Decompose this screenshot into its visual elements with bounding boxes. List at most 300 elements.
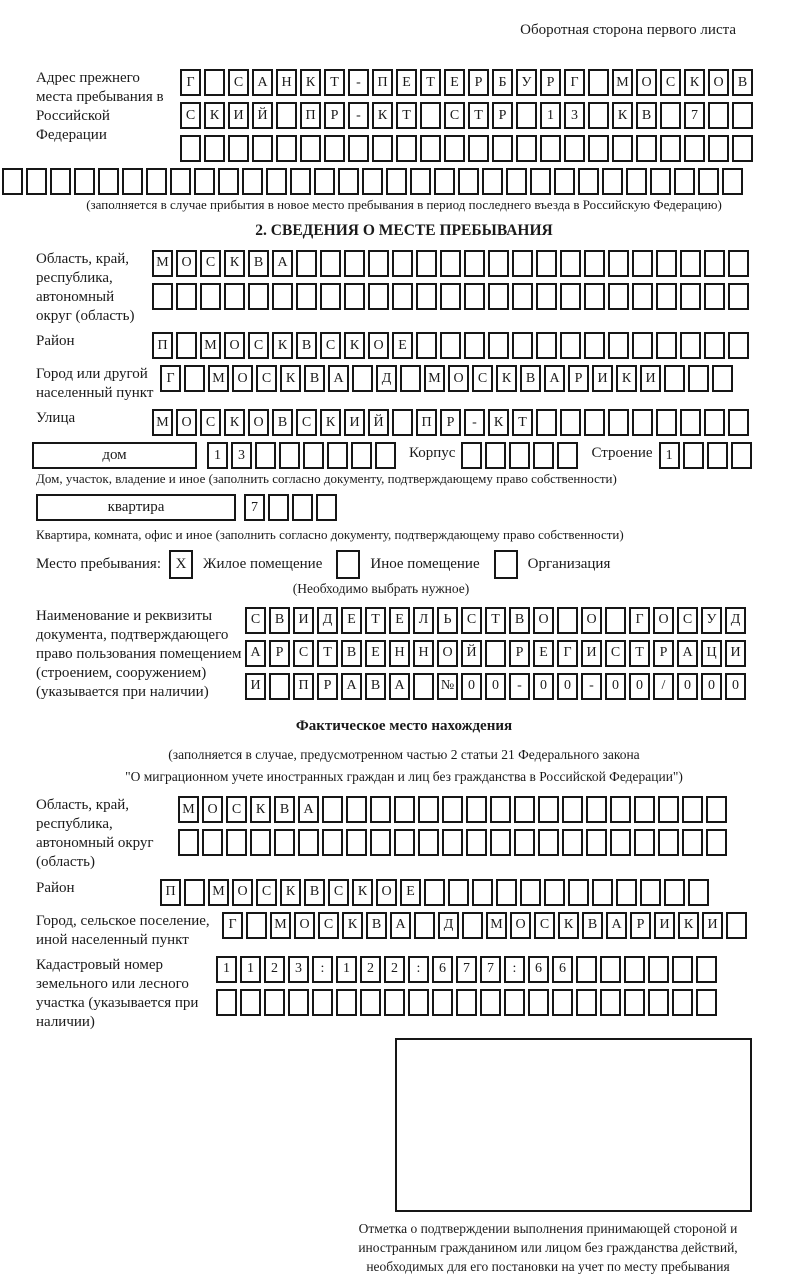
char-cell[interactable]: В: [274, 796, 295, 823]
char-cell[interactable]: В: [365, 673, 386, 700]
char-cell[interactable]: [588, 102, 609, 129]
char-cell[interactable]: 2: [384, 956, 405, 983]
char-cell[interactable]: И: [344, 409, 365, 436]
char-cell[interactable]: [464, 250, 485, 277]
char-cell[interactable]: [656, 283, 677, 310]
char-cell[interactable]: [420, 135, 441, 162]
char-cell[interactable]: [296, 250, 317, 277]
char-cell[interactable]: А: [677, 640, 698, 667]
char-cell[interactable]: [490, 829, 511, 856]
char-cell[interactable]: [640, 879, 661, 906]
char-cell[interactable]: А: [328, 365, 349, 392]
char-cell[interactable]: В: [304, 365, 325, 392]
char-cell[interactable]: [146, 168, 167, 195]
char-cell[interactable]: [608, 250, 629, 277]
char-cell[interactable]: М: [152, 250, 173, 277]
char-cell[interactable]: Р: [324, 102, 345, 129]
char-cell[interactable]: [514, 796, 535, 823]
char-cell[interactable]: В: [248, 250, 269, 277]
char-cell[interactable]: 6: [528, 956, 549, 983]
char-cell[interactable]: [204, 135, 225, 162]
char-cell[interactable]: -: [348, 69, 369, 96]
char-cell[interactable]: [416, 332, 437, 359]
char-cell[interactable]: [492, 135, 513, 162]
char-cell[interactable]: О: [232, 879, 253, 906]
char-cell[interactable]: [346, 796, 367, 823]
char-cell[interactable]: С: [248, 332, 269, 359]
char-cell[interactable]: [600, 989, 621, 1016]
char-cell[interactable]: С: [461, 607, 482, 634]
char-cell[interactable]: [276, 102, 297, 129]
char-cell[interactable]: [557, 607, 578, 634]
char-cell[interactable]: [176, 332, 197, 359]
char-cell[interactable]: [496, 879, 517, 906]
char-cell[interactable]: Е: [396, 69, 417, 96]
char-cell[interactable]: [480, 989, 501, 1016]
char-cell[interactable]: С: [296, 409, 317, 436]
char-cell[interactable]: В: [296, 332, 317, 359]
char-cell[interactable]: [344, 283, 365, 310]
char-cell[interactable]: [202, 829, 223, 856]
char-cell[interactable]: [50, 168, 71, 195]
char-cell[interactable]: [509, 442, 530, 469]
char-cell[interactable]: К: [344, 332, 365, 359]
char-cell[interactable]: [424, 879, 445, 906]
char-cell[interactable]: [432, 989, 453, 1016]
char-cell[interactable]: Г: [222, 912, 243, 939]
char-cell[interactable]: В: [341, 640, 362, 667]
char-cell[interactable]: С: [660, 69, 681, 96]
char-cell[interactable]: [322, 796, 343, 823]
char-cell[interactable]: [576, 956, 597, 983]
char-cell[interactable]: [413, 673, 434, 700]
char-cell[interactable]: [682, 796, 703, 823]
char-cell[interactable]: [650, 168, 671, 195]
char-cell[interactable]: Е: [444, 69, 465, 96]
char-cell[interactable]: [586, 829, 607, 856]
char-cell[interactable]: [632, 283, 653, 310]
char-cell[interactable]: П: [416, 409, 437, 436]
char-cell[interactable]: О: [653, 607, 674, 634]
char-cell[interactable]: К: [204, 102, 225, 129]
char-cell[interactable]: [612, 135, 633, 162]
char-cell[interactable]: [440, 250, 461, 277]
char-cell[interactable]: У: [516, 69, 537, 96]
char-cell[interactable]: [370, 829, 391, 856]
char-cell[interactable]: В: [304, 879, 325, 906]
char-cell[interactable]: [584, 409, 605, 436]
char-cell[interactable]: В: [582, 912, 603, 939]
char-cell[interactable]: 2: [360, 956, 381, 983]
char-cell[interactable]: [226, 829, 247, 856]
char-cell[interactable]: [255, 442, 276, 469]
char-cell[interactable]: [588, 69, 609, 96]
char-cell[interactable]: [466, 829, 487, 856]
char-cell[interactable]: Г: [180, 69, 201, 96]
char-cell[interactable]: О: [248, 409, 269, 436]
char-cell[interactable]: [680, 332, 701, 359]
char-cell[interactable]: Ь: [437, 607, 458, 634]
char-cell[interactable]: [400, 365, 421, 392]
char-cell[interactable]: [184, 879, 205, 906]
char-cell[interactable]: [610, 796, 631, 823]
char-cell[interactable]: П: [372, 69, 393, 96]
char-cell[interactable]: [180, 135, 201, 162]
char-cell[interactable]: [216, 989, 237, 1016]
char-cell[interactable]: -: [348, 102, 369, 129]
char-cell[interactable]: [708, 135, 729, 162]
char-cell[interactable]: С: [318, 912, 339, 939]
char-cell[interactable]: М: [270, 912, 291, 939]
char-cell[interactable]: А: [341, 673, 362, 700]
char-cell[interactable]: А: [272, 250, 293, 277]
char-cell[interactable]: И: [592, 365, 613, 392]
char-cell[interactable]: [228, 135, 249, 162]
char-cell[interactable]: Й: [368, 409, 389, 436]
char-cell[interactable]: Р: [440, 409, 461, 436]
char-cell[interactable]: [290, 168, 311, 195]
char-cell[interactable]: №: [437, 673, 458, 700]
char-cell[interactable]: [410, 168, 431, 195]
char-cell[interactable]: [316, 494, 337, 521]
char-cell[interactable]: [516, 102, 537, 129]
char-cell[interactable]: С: [444, 102, 465, 129]
char-cell[interactable]: [684, 135, 705, 162]
char-cell[interactable]: [351, 442, 372, 469]
char-cell[interactable]: Р: [317, 673, 338, 700]
char-cell[interactable]: :: [312, 956, 333, 983]
char-cell[interactable]: [488, 250, 509, 277]
char-cell[interactable]: [396, 135, 417, 162]
char-cell[interactable]: О: [202, 796, 223, 823]
char-cell[interactable]: П: [293, 673, 314, 700]
char-cell[interactable]: [584, 332, 605, 359]
char-cell[interactable]: И: [228, 102, 249, 129]
char-cell[interactable]: [600, 956, 621, 983]
char-cell[interactable]: [576, 989, 597, 1016]
char-cell[interactable]: 3: [288, 956, 309, 983]
char-cell[interactable]: [634, 829, 655, 856]
char-cell[interactable]: О: [232, 365, 253, 392]
char-cell[interactable]: [464, 332, 485, 359]
char-cell[interactable]: [386, 168, 407, 195]
char-cell[interactable]: 3: [231, 442, 252, 469]
char-cell[interactable]: [536, 250, 557, 277]
char-cell[interactable]: [408, 989, 429, 1016]
char-cell[interactable]: Т: [468, 102, 489, 129]
char-cell[interactable]: [312, 989, 333, 1016]
char-cell[interactable]: Т: [324, 69, 345, 96]
char-cell[interactable]: [442, 829, 463, 856]
char-cell[interactable]: [248, 283, 269, 310]
char-cell[interactable]: [512, 283, 533, 310]
char-cell[interactable]: [462, 912, 483, 939]
char-cell[interactable]: В: [366, 912, 387, 939]
char-cell[interactable]: [632, 250, 653, 277]
char-cell[interactable]: И: [245, 673, 266, 700]
char-cell[interactable]: А: [606, 912, 627, 939]
char-cell[interactable]: [732, 135, 753, 162]
char-cell[interactable]: [540, 135, 561, 162]
char-cell[interactable]: [648, 956, 669, 983]
char-cell[interactable]: [680, 250, 701, 277]
char-cell[interactable]: М: [612, 69, 633, 96]
char-cell[interactable]: [458, 168, 479, 195]
char-cell[interactable]: [632, 409, 653, 436]
char-cell[interactable]: П: [152, 332, 173, 359]
char-cell[interactable]: К: [684, 69, 705, 96]
char-cell[interactable]: [444, 135, 465, 162]
char-cell[interactable]: Р: [468, 69, 489, 96]
char-cell[interactable]: К: [280, 879, 301, 906]
char-cell[interactable]: [26, 168, 47, 195]
char-cell[interactable]: 1: [540, 102, 561, 129]
char-cell[interactable]: [264, 989, 285, 1016]
char-cell[interactable]: Т: [629, 640, 650, 667]
char-cell[interactable]: И: [293, 607, 314, 634]
residential-checkbox[interactable]: X: [169, 550, 193, 579]
char-cell[interactable]: О: [636, 69, 657, 96]
char-cell[interactable]: [336, 989, 357, 1016]
char-cell[interactable]: [660, 135, 681, 162]
char-cell[interactable]: [269, 673, 290, 700]
char-cell[interactable]: С: [256, 365, 277, 392]
char-cell[interactable]: Т: [365, 607, 386, 634]
char-cell[interactable]: [384, 989, 405, 1016]
char-cell[interactable]: 1: [336, 956, 357, 983]
char-cell[interactable]: [530, 168, 551, 195]
char-cell[interactable]: О: [176, 409, 197, 436]
char-cell[interactable]: А: [390, 912, 411, 939]
char-cell[interactable]: 0: [557, 673, 578, 700]
char-cell[interactable]: 6: [432, 956, 453, 983]
char-cell[interactable]: [560, 250, 581, 277]
char-cell[interactable]: С: [677, 607, 698, 634]
char-cell[interactable]: 0: [701, 673, 722, 700]
char-cell[interactable]: У: [701, 607, 722, 634]
char-cell[interactable]: [368, 250, 389, 277]
char-cell[interactable]: [656, 409, 677, 436]
char-cell[interactable]: [362, 168, 383, 195]
char-cell[interactable]: [296, 283, 317, 310]
char-cell[interactable]: К: [612, 102, 633, 129]
char-cell[interactable]: [732, 102, 753, 129]
char-cell[interactable]: [178, 829, 199, 856]
char-cell[interactable]: [674, 168, 695, 195]
char-cell[interactable]: 0: [605, 673, 626, 700]
char-cell[interactable]: М: [152, 409, 173, 436]
char-cell[interactable]: [348, 135, 369, 162]
char-cell[interactable]: [420, 102, 441, 129]
char-cell[interactable]: К: [496, 365, 517, 392]
char-cell[interactable]: 7: [684, 102, 705, 129]
char-cell[interactable]: 7: [244, 494, 265, 521]
char-cell[interactable]: К: [224, 409, 245, 436]
char-cell[interactable]: [152, 283, 173, 310]
char-cell[interactable]: [608, 409, 629, 436]
char-cell[interactable]: [448, 879, 469, 906]
char-cell[interactable]: [392, 250, 413, 277]
char-cell[interactable]: [680, 409, 701, 436]
char-cell[interactable]: Р: [630, 912, 651, 939]
char-cell[interactable]: А: [245, 640, 266, 667]
char-cell[interactable]: [656, 332, 677, 359]
char-cell[interactable]: Ц: [701, 640, 722, 667]
char-cell[interactable]: [482, 168, 503, 195]
char-cell[interactable]: -: [464, 409, 485, 436]
char-cell[interactable]: 0: [725, 673, 746, 700]
char-cell[interactable]: Д: [317, 607, 338, 634]
char-cell[interactable]: [266, 168, 287, 195]
char-cell[interactable]: С: [293, 640, 314, 667]
char-cell[interactable]: 2: [264, 956, 285, 983]
char-cell[interactable]: [240, 989, 261, 1016]
char-cell[interactable]: 7: [456, 956, 477, 983]
char-cell[interactable]: :: [504, 956, 525, 983]
char-cell[interactable]: В: [520, 365, 541, 392]
char-cell[interactable]: -: [509, 673, 530, 700]
char-cell[interactable]: -: [581, 673, 602, 700]
char-cell[interactable]: [372, 135, 393, 162]
char-cell[interactable]: О: [437, 640, 458, 667]
char-cell[interactable]: [658, 796, 679, 823]
char-cell[interactable]: Й: [461, 640, 482, 667]
char-cell[interactable]: О: [368, 332, 389, 359]
char-cell[interactable]: [485, 442, 506, 469]
char-cell[interactable]: [688, 365, 709, 392]
char-cell[interactable]: П: [300, 102, 321, 129]
char-cell[interactable]: [472, 879, 493, 906]
char-cell[interactable]: [722, 168, 743, 195]
char-cell[interactable]: И: [581, 640, 602, 667]
char-cell[interactable]: В: [732, 69, 753, 96]
char-cell[interactable]: 1: [659, 442, 680, 469]
char-cell[interactable]: [352, 365, 373, 392]
char-cell[interactable]: [314, 168, 335, 195]
char-cell[interactable]: [194, 168, 215, 195]
char-cell[interactable]: [98, 168, 119, 195]
char-cell[interactable]: 6: [552, 956, 573, 983]
char-cell[interactable]: [634, 796, 655, 823]
char-cell[interactable]: Т: [485, 607, 506, 634]
char-cell[interactable]: Е: [341, 607, 362, 634]
char-cell[interactable]: [338, 168, 359, 195]
char-cell[interactable]: [536, 332, 557, 359]
char-cell[interactable]: М: [200, 332, 221, 359]
char-cell[interactable]: [707, 442, 728, 469]
char-cell[interactable]: [392, 283, 413, 310]
char-cell[interactable]: А: [389, 673, 410, 700]
char-cell[interactable]: Р: [653, 640, 674, 667]
char-cell[interactable]: [726, 912, 747, 939]
char-cell[interactable]: А: [298, 796, 319, 823]
char-cell[interactable]: К: [320, 409, 341, 436]
char-cell[interactable]: [320, 250, 341, 277]
char-cell[interactable]: [660, 102, 681, 129]
char-cell[interactable]: К: [280, 365, 301, 392]
char-cell[interactable]: К: [372, 102, 393, 129]
char-cell[interactable]: [468, 135, 489, 162]
char-cell[interactable]: А: [544, 365, 565, 392]
char-cell[interactable]: [552, 989, 573, 1016]
char-cell[interactable]: [708, 102, 729, 129]
char-cell[interactable]: [696, 989, 717, 1016]
char-cell[interactable]: С: [228, 69, 249, 96]
char-cell[interactable]: Г: [629, 607, 650, 634]
char-cell[interactable]: [274, 829, 295, 856]
char-cell[interactable]: [218, 168, 239, 195]
other-premises-checkbox[interactable]: [336, 550, 360, 579]
char-cell[interactable]: Г: [557, 640, 578, 667]
char-cell[interactable]: [592, 879, 613, 906]
char-cell[interactable]: Т: [512, 409, 533, 436]
char-cell[interactable]: О: [176, 250, 197, 277]
char-cell[interactable]: [514, 829, 535, 856]
char-cell[interactable]: Е: [392, 332, 413, 359]
char-cell[interactable]: С: [200, 409, 221, 436]
char-cell[interactable]: Р: [492, 102, 513, 129]
char-cell[interactable]: [728, 283, 749, 310]
char-cell[interactable]: :: [408, 956, 429, 983]
char-cell[interactable]: П: [160, 879, 181, 906]
char-cell[interactable]: [490, 796, 511, 823]
char-cell[interactable]: [536, 283, 557, 310]
char-cell[interactable]: О: [448, 365, 469, 392]
char-cell[interactable]: 0: [533, 673, 554, 700]
char-cell[interactable]: [204, 69, 225, 96]
char-cell[interactable]: О: [708, 69, 729, 96]
char-cell[interactable]: [504, 989, 525, 1016]
char-cell[interactable]: [704, 283, 725, 310]
char-cell[interactable]: /: [653, 673, 674, 700]
char-cell[interactable]: [488, 332, 509, 359]
char-cell[interactable]: 7: [480, 956, 501, 983]
char-cell[interactable]: Т: [317, 640, 338, 667]
char-cell[interactable]: [464, 283, 485, 310]
char-cell[interactable]: [360, 989, 381, 1016]
char-cell[interactable]: О: [224, 332, 245, 359]
char-cell[interactable]: [344, 250, 365, 277]
char-cell[interactable]: Р: [568, 365, 589, 392]
char-cell[interactable]: Б: [492, 69, 513, 96]
char-cell[interactable]: [728, 332, 749, 359]
char-cell[interactable]: [683, 442, 704, 469]
char-cell[interactable]: [672, 989, 693, 1016]
char-cell[interactable]: [728, 250, 749, 277]
char-cell[interactable]: [442, 796, 463, 823]
char-cell[interactable]: [560, 283, 581, 310]
char-cell[interactable]: [636, 135, 657, 162]
char-cell[interactable]: 1: [240, 956, 261, 983]
char-cell[interactable]: [696, 956, 717, 983]
char-cell[interactable]: [672, 956, 693, 983]
char-cell[interactable]: Н: [413, 640, 434, 667]
char-cell[interactable]: Р: [269, 640, 290, 667]
char-cell[interactable]: М: [424, 365, 445, 392]
char-cell[interactable]: 1: [207, 442, 228, 469]
char-cell[interactable]: Е: [533, 640, 554, 667]
char-cell[interactable]: С: [180, 102, 201, 129]
char-cell[interactable]: О: [376, 879, 397, 906]
char-cell[interactable]: М: [208, 365, 229, 392]
char-cell[interactable]: [712, 365, 733, 392]
char-cell[interactable]: К: [272, 332, 293, 359]
char-cell[interactable]: [704, 250, 725, 277]
char-cell[interactable]: [440, 332, 461, 359]
char-cell[interactable]: [706, 796, 727, 823]
char-cell[interactable]: [616, 879, 637, 906]
char-cell[interactable]: [557, 442, 578, 469]
